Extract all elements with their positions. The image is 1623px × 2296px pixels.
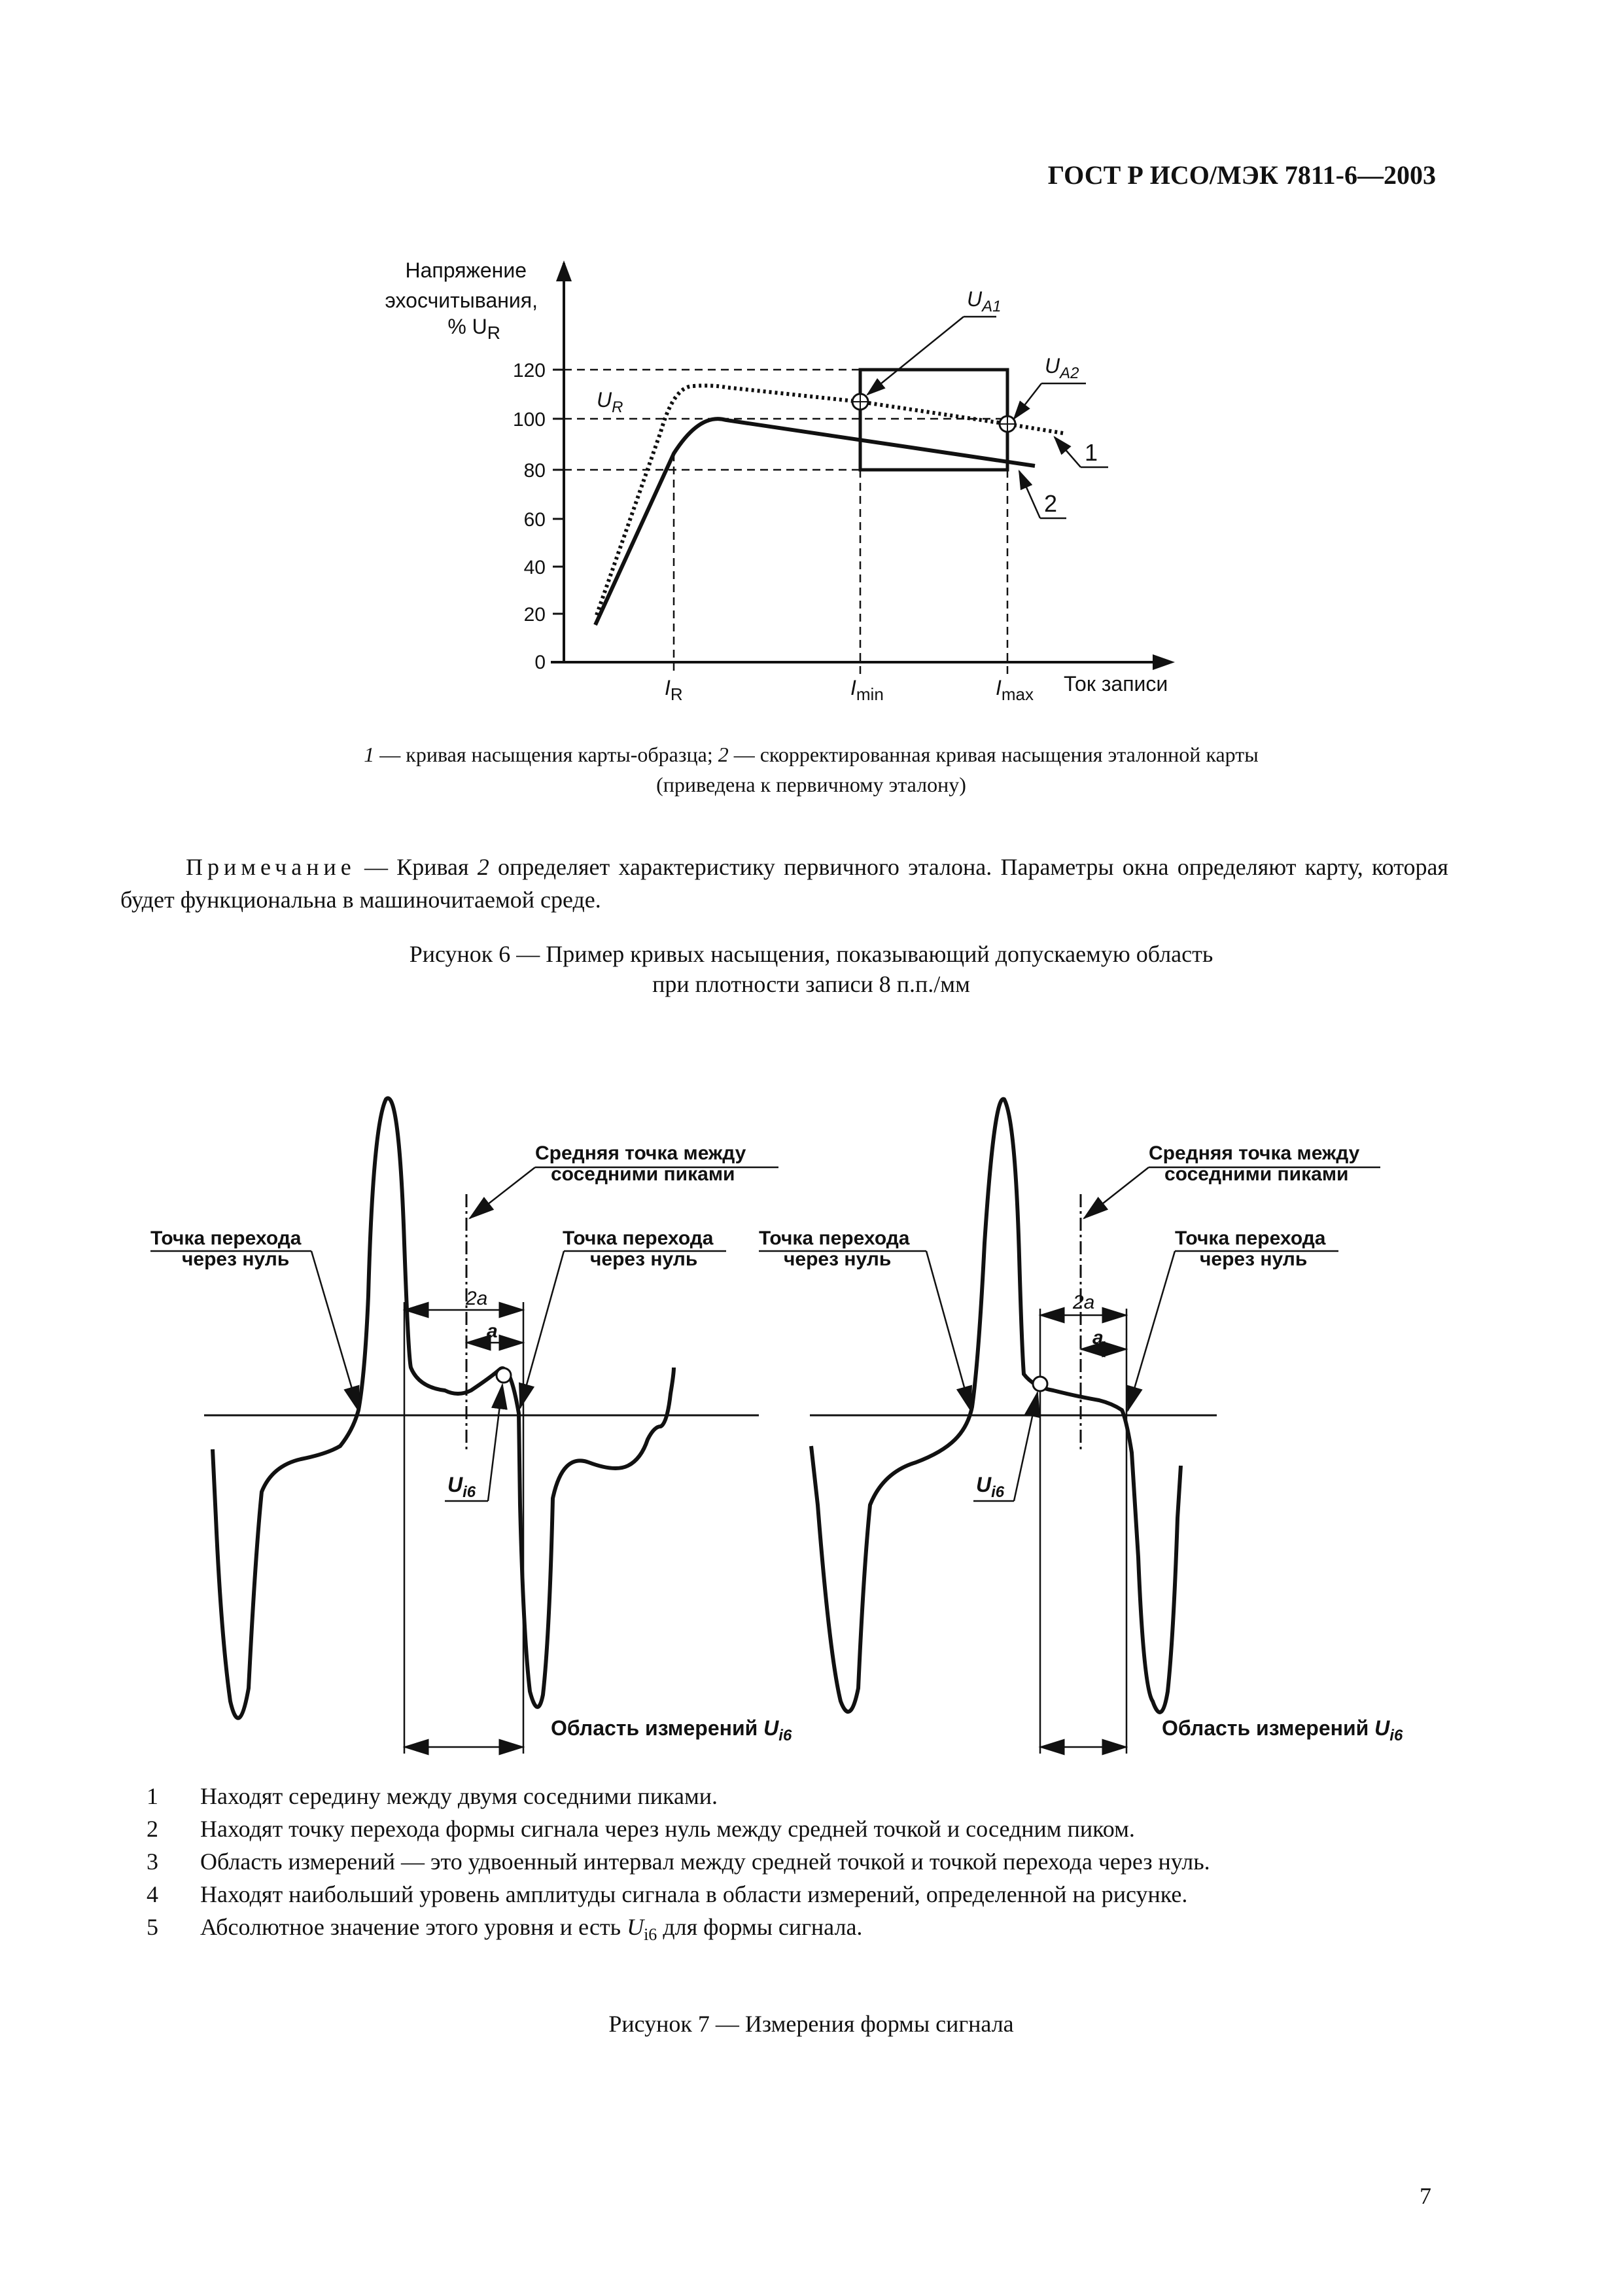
y-axis-label-line3: % UR xyxy=(447,315,500,343)
step-item: 2 Находят точку перехода формы сигнала через нуль между средней точкой и соседним пиком. xyxy=(147,1816,1135,1842)
y-axis-label-line1: Напряжение xyxy=(405,258,527,282)
x-tick-imax: $I_{max}$ xyxy=(996,676,1034,704)
label-ua2: $U_{A2}$ xyxy=(1045,354,1079,382)
note-lead: Примечание xyxy=(186,854,356,880)
page-number: 7 xyxy=(1420,2183,1431,2209)
ui6-point-right xyxy=(1033,1377,1047,1391)
standard-header: ГОСТ Р ИСО/МЭК 7811-6—2003 xyxy=(1047,160,1436,190)
ui6-point-left xyxy=(497,1368,511,1383)
y-tick-60: 60 xyxy=(523,509,546,531)
y-tick-80: 80 xyxy=(523,460,546,482)
y-tick-20: 20 xyxy=(523,604,546,626)
label-a-right: a xyxy=(1092,1327,1104,1349)
y-axis-label-line2: эхосчитывания, xyxy=(385,289,538,312)
dashed-guides xyxy=(564,370,1007,674)
midpoint-label-left-2: соседними пиками xyxy=(551,1163,735,1185)
y-tick-40: 40 xyxy=(523,557,546,578)
y-ticks xyxy=(513,360,564,673)
region-label-left: Область измерений $U_{i6}$ xyxy=(551,1716,792,1744)
x-tick-ir: $I_R$ xyxy=(665,676,683,704)
ui6-label-right: $U_{i6}$ xyxy=(976,1473,1005,1501)
point-ua1 xyxy=(852,394,868,410)
zero-cross-label-left-a1: Точка перехода xyxy=(150,1227,302,1249)
zero-cross-label-right-a2: через нуль xyxy=(784,1248,892,1270)
step-item: 3 Область измерений — это удвоенный интервал между средней точкой и точкой перехода через нуль. xyxy=(147,1848,1210,1875)
midpoint-label-right-2: соседними пиками xyxy=(1164,1163,1349,1185)
zero-cross-label-right-a1: Точка перехода xyxy=(759,1227,910,1249)
step-item: 5 Абсолютное значение этого уровня и есть $U_{i6}$ для формы сигнала. xyxy=(147,1914,863,1945)
curve-number-1: 1 xyxy=(1085,439,1098,466)
waveform-left xyxy=(204,1098,759,1718)
zero-cross-label-left-b1: Точка перехода xyxy=(563,1227,714,1249)
midpoint-label-left-1: Средняя точка между xyxy=(535,1142,746,1164)
zero-cross-label-left-b2: через нуль xyxy=(590,1248,698,1270)
zero-cross-label-right-b1: Точка перехода xyxy=(1175,1227,1326,1249)
label-2a-right: 2a xyxy=(1073,1292,1095,1313)
midpoint-label-right-1: Средняя точка между xyxy=(1149,1142,1360,1164)
waveform-right xyxy=(810,1099,1217,1712)
curve-2-reference xyxy=(595,419,1035,625)
point-ua2 xyxy=(1000,416,1015,432)
legend-line-2: (приведена к первичному эталону) xyxy=(656,773,966,796)
step-item: 1 Находят середину между двумя соседними пиками. xyxy=(147,1783,718,1809)
figure-6-chart xyxy=(0,0,1623,733)
legend-line-1: 1 — кривая насыщения карты-образца; 2 — скорректированная кривая насыщения эталонной карты xyxy=(364,743,1259,766)
zero-cross-label-left-a2: через нуль xyxy=(182,1248,290,1270)
label-2a-left: 2a xyxy=(466,1288,488,1309)
label-ua1: $U_{A1}$ xyxy=(967,287,1002,315)
curve-number-2: 2 xyxy=(1044,490,1058,517)
figure-6-note: Примечание — Кривая 2 определяет характеристику первичного эталона. Параметры окна определяют карту, которая будет функциональна в машиночитаемой среде. xyxy=(120,854,1448,913)
y-tick-0: 0 xyxy=(534,652,546,673)
curve-label-ur: $U_R$ xyxy=(597,388,623,416)
step-item: 4 Находят наибольший уровень амплитуды сигнала в области измерений, определенной на рисунке. xyxy=(147,1881,1188,1907)
x-axis-label: Ток записи xyxy=(1064,672,1168,696)
zero-cross-label-right-b2: через нуль xyxy=(1200,1248,1308,1270)
figure-7-caption: Рисунок 7 — Измерения формы сигнала xyxy=(608,2011,1014,2037)
label-a-left: a xyxy=(487,1320,498,1342)
y-tick-120: 120 xyxy=(512,360,546,381)
x-tick-imin: $I_{min}$ xyxy=(850,676,884,704)
y-tick-100: 100 xyxy=(512,409,546,431)
figure-7-waveforms xyxy=(0,1047,1623,1780)
region-label-right: Область измерений $U_{i6}$ xyxy=(1162,1716,1403,1744)
figure-6-legend xyxy=(157,739,1465,800)
figure-6-caption: Рисунок 6 — Пример кривых насыщения, показывающий допускаемую область при плотности записи 8 п.п./мм xyxy=(409,941,1213,997)
measurement-steps xyxy=(147,1780,1455,1951)
curve-1-sample xyxy=(597,385,1063,615)
ui6-label-left: $U_{i6}$ xyxy=(447,1473,476,1501)
